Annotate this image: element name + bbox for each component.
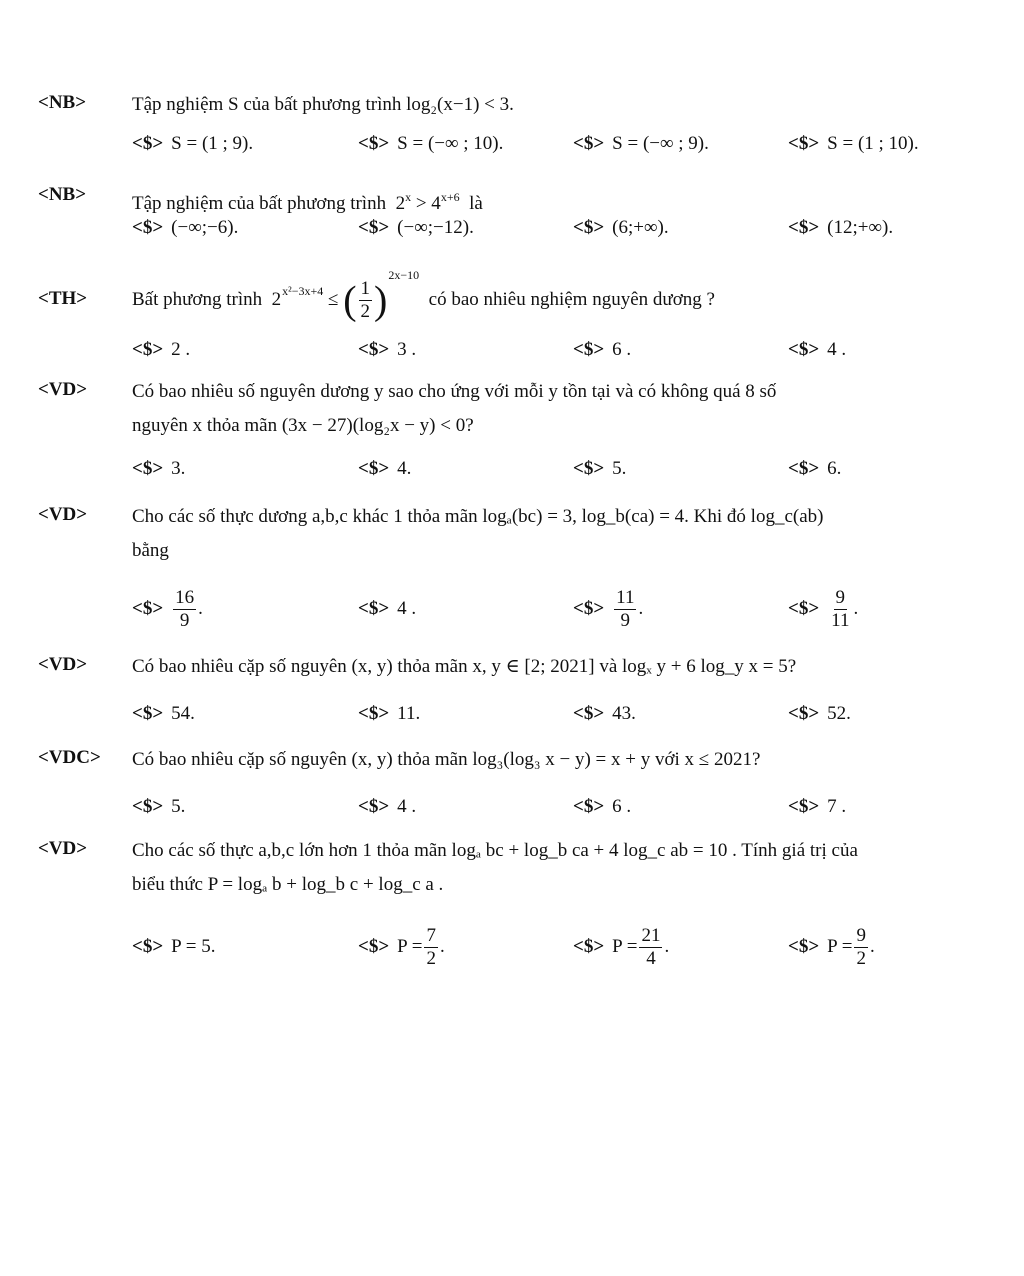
answer-options (132, 330, 992, 370)
answer-option-d[interactable]: <$> $\frac{9}{11}$ . (788, 586, 859, 631)
question-level-tag: <TH> (38, 288, 88, 309)
answer-options (132, 922, 992, 972)
answer-option-d[interactable]: <$> 4 . (788, 339, 847, 360)
answer-option-c[interactable]: <$> 5. (573, 458, 627, 479)
question-level-tag: <VD> (38, 838, 88, 859)
question-stem: Tập nghiệm S của bất phương trình log₂(x−1) < 3. (132, 94, 514, 115)
answer-option-c[interactable]: <$> 43. (573, 703, 636, 724)
answer-option-c[interactable]: <$> 6 . (573, 339, 632, 360)
answer-option-c[interactable]: <$> 6 . (573, 796, 632, 817)
fraction: $\frac{1}{2}$ (360, 278, 371, 323)
answer-option-a[interactable]: <$> $\frac{16}{9}$ . (132, 586, 203, 631)
answer-option-b[interactable]: <$> 3 . (358, 339, 417, 360)
fraction: $\frac{11}{9}$ (616, 586, 635, 631)
question-level-tag: <VDC> (38, 747, 101, 768)
answer-options (132, 694, 992, 734)
answer-options (132, 208, 992, 248)
question-stem: Cho các số thực a,b,c lớn hơn 1 thỏa mãn logₐ bc + log_b ca + 4 log_c ab = 10 . Tính giá trị của biểu thức P = logₐ b + log_b c + log_c a . (132, 840, 858, 895)
answer-option-d[interactable]: <$> 52. (788, 703, 851, 724)
answer-option-a[interactable]: <$> 54. (132, 703, 195, 724)
answer-option-a[interactable]: <$> 2 . (132, 339, 191, 360)
answer-option-b[interactable]: <$> 11. (358, 703, 421, 724)
answer-option-c[interactable]: <$> P = $\frac{21}{4}$ . (573, 924, 670, 969)
answer-option-a[interactable]: <$> P = 5. (132, 936, 216, 957)
fraction: $\frac{9}{2}$ (856, 924, 866, 969)
answer-option-d[interactable]: <$> S = (1 ; 10). (788, 133, 919, 154)
fraction: $\frac{16}{9}$ (175, 586, 195, 631)
answer-options (132, 787, 992, 827)
answer-option-a[interactable]: <$> S = (1 ; 9). (132, 133, 254, 154)
question-stem: Tập nghiệm của bất phương trình $2^x > 4^{x+6}$ là (132, 190, 483, 214)
answer-option-b[interactable]: <$> P = $\frac{7}{2}$ . (358, 924, 445, 969)
answer-option-c[interactable]: <$> (6;+∞). (573, 217, 669, 238)
question-level-tag: <VD> (38, 379, 88, 400)
answer-option-b[interactable]: <$> 4 . (358, 796, 417, 817)
answer-option-d[interactable]: <$> 6. (788, 458, 842, 479)
answer-options (132, 584, 992, 634)
question-stem: Bất phương trình $2^{x^2-3x+4}$ ≤ ( $\frac{1}{2}$ )$^{2x-10}$ có bao nhiêu nghiệm nguyên dương ? (132, 268, 715, 323)
fraction: $\frac{7}{2}$ (426, 924, 436, 969)
answer-option-b[interactable]: <$> S = (−∞ ; 10). (358, 133, 504, 154)
fraction: $\frac{9}{11}$ (831, 586, 850, 631)
question-level-tag: <NB> (38, 92, 87, 113)
question-stem: Có bao nhiêu cặp số nguyên (x, y) thỏa mãn x, y ∈ [2; 2021] và logₓ y + 6 log_y x = 5? (132, 656, 797, 677)
answer-option-b[interactable]: <$> (−∞;−12). (358, 217, 474, 238)
answer-option-b[interactable]: <$> 4. (358, 458, 412, 479)
question-level-tag: <NB> (38, 184, 87, 205)
answer-option-c[interactable]: <$> $\frac{11}{9}$ . (573, 586, 644, 631)
answer-option-c[interactable]: <$> S = (−∞ ; 9). (573, 133, 709, 154)
answer-option-a[interactable]: <$> 5. (132, 796, 186, 817)
answer-option-d[interactable]: <$> (12;+∞). (788, 217, 894, 238)
question-stem: Có bao nhiêu cặp số nguyên (x, y) thỏa mãn log₃(log₃ x − y) = x + y với x ≤ 2021? (132, 749, 761, 770)
question-level-tag: <VD> (38, 654, 88, 675)
answer-options (132, 124, 992, 164)
question-level-tag: <VD> (38, 504, 88, 525)
answer-option-d[interactable]: <$> P = $\frac{9}{2}$ . (788, 924, 875, 969)
question-stem: Cho các số thực dương a,b,c khác 1 thỏa mãn logₐ(bc) = 3, log_b(ca) = 4. Khi đó log_c(ab) bằng (132, 506, 824, 561)
fraction: $\frac{21}{4}$ (641, 924, 661, 969)
answer-option-a[interactable]: <$> (−∞;−6). (132, 217, 239, 238)
answer-option-b[interactable]: <$> 4 . (358, 598, 417, 619)
answer-options (132, 449, 992, 489)
question-stem: Có bao nhiêu số nguyên dương y sao cho ứng với mỗi y tồn tại và có không quá 8 số nguyên x thỏa mãn (3x − 27)(log₂x − y) < 0? (132, 381, 777, 436)
answer-option-a[interactable]: <$> 3. (132, 458, 186, 479)
answer-option-d[interactable]: <$> 7 . (788, 796, 847, 817)
